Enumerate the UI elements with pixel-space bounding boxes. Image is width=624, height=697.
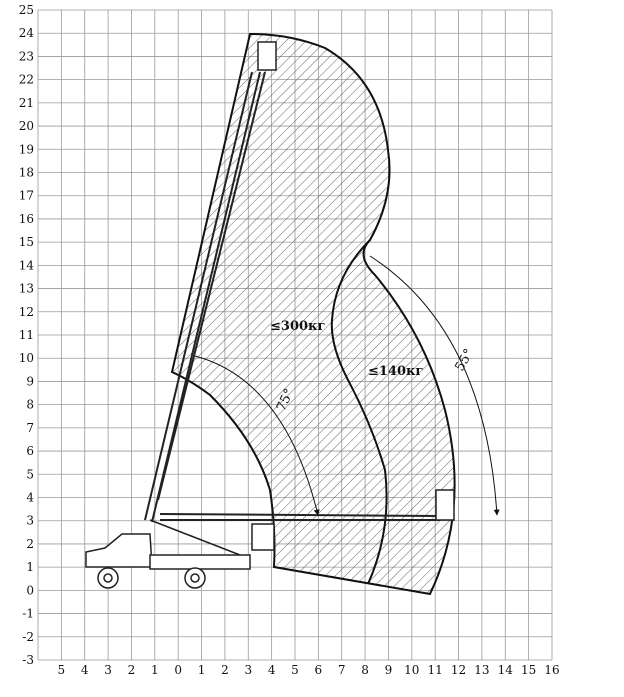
x-tick-label: 16 bbox=[544, 663, 560, 677]
x-tick-label: 3 bbox=[104, 663, 112, 677]
y-tick-label: -3 bbox=[22, 653, 34, 667]
x-axis-ticks bbox=[58, 663, 560, 677]
y-tick-label: -1 bbox=[22, 606, 34, 621]
basket-right bbox=[436, 490, 454, 520]
x-tick-label: 12 bbox=[450, 663, 467, 677]
truck bbox=[86, 520, 250, 588]
y-axis-ticks bbox=[19, 3, 35, 667]
x-tick-label: 2 bbox=[127, 663, 136, 677]
angle-75-label: 75° bbox=[274, 386, 298, 414]
x-tick-label: 13 bbox=[474, 663, 490, 677]
x-tick-label: 3 bbox=[244, 663, 253, 677]
x-tick-label: 2 bbox=[221, 663, 229, 677]
y-tick-label: 6 bbox=[26, 444, 34, 459]
y-tick-label: 22 bbox=[18, 72, 34, 87]
y-tick-label: 18 bbox=[18, 165, 34, 180]
basket-stowed bbox=[252, 524, 274, 550]
x-tick-label: 8 bbox=[361, 663, 369, 677]
x-tick-label: 4 bbox=[80, 663, 89, 677]
x-tick-label: 7 bbox=[337, 663, 346, 677]
y-tick-label: 4 bbox=[26, 490, 34, 505]
y-tick-label: 0 bbox=[26, 583, 34, 598]
y-tick-label: 9 bbox=[26, 374, 34, 389]
y-tick-label: 10 bbox=[18, 351, 34, 366]
y-tick-label: 14 bbox=[18, 258, 34, 273]
y-tick-label: 12 bbox=[18, 304, 34, 319]
y-tick-label: -2 bbox=[22, 629, 34, 644]
x-tick-label: 6 bbox=[314, 663, 323, 677]
y-tick-label: 8 bbox=[26, 397, 34, 412]
y-tick-label: 13 bbox=[18, 281, 34, 296]
angle-55-label: 55° bbox=[452, 346, 477, 374]
y-tick-label: 23 bbox=[18, 49, 34, 64]
x-tick-label: 9 bbox=[384, 663, 393, 677]
zone-300kg bbox=[172, 34, 455, 594]
y-tick-label: 2 bbox=[26, 536, 34, 551]
x-tick-label: 14 bbox=[497, 663, 513, 677]
y-tick-label: 25 bbox=[18, 3, 34, 17]
x-tick-label: 1 bbox=[150, 663, 159, 677]
y-tick-label: 21 bbox=[18, 95, 34, 110]
basket-top bbox=[258, 42, 276, 70]
y-tick-label: 24 bbox=[18, 26, 34, 41]
y-tick-label: 1 bbox=[26, 560, 34, 575]
y-tick-label: 19 bbox=[18, 142, 34, 157]
zone-300-label: ≤300кг bbox=[270, 319, 326, 334]
y-tick-label: 3 bbox=[26, 513, 34, 528]
x-tick-label: 15 bbox=[520, 663, 537, 677]
y-tick-label: 15 bbox=[18, 235, 34, 250]
x-tick-label: 0 bbox=[174, 663, 183, 677]
zone-140-label: ≤140кг bbox=[368, 364, 424, 379]
x-tick-label: 5 bbox=[291, 663, 299, 677]
y-tick-label: 20 bbox=[18, 119, 34, 134]
y-tick-label: 5 bbox=[26, 467, 34, 482]
x-tick-label: 5 bbox=[57, 663, 66, 677]
y-tick-label: 11 bbox=[18, 328, 34, 342]
x-tick-label: 1 bbox=[197, 663, 206, 677]
y-tick-label: 17 bbox=[18, 188, 34, 203]
y-tick-label: 7 bbox=[26, 420, 34, 435]
x-tick-label: 4 bbox=[267, 663, 276, 677]
x-tick-label: 10 bbox=[404, 663, 420, 677]
x-tick-label: 11 bbox=[427, 663, 443, 677]
y-tick-label: 16 bbox=[18, 211, 34, 226]
